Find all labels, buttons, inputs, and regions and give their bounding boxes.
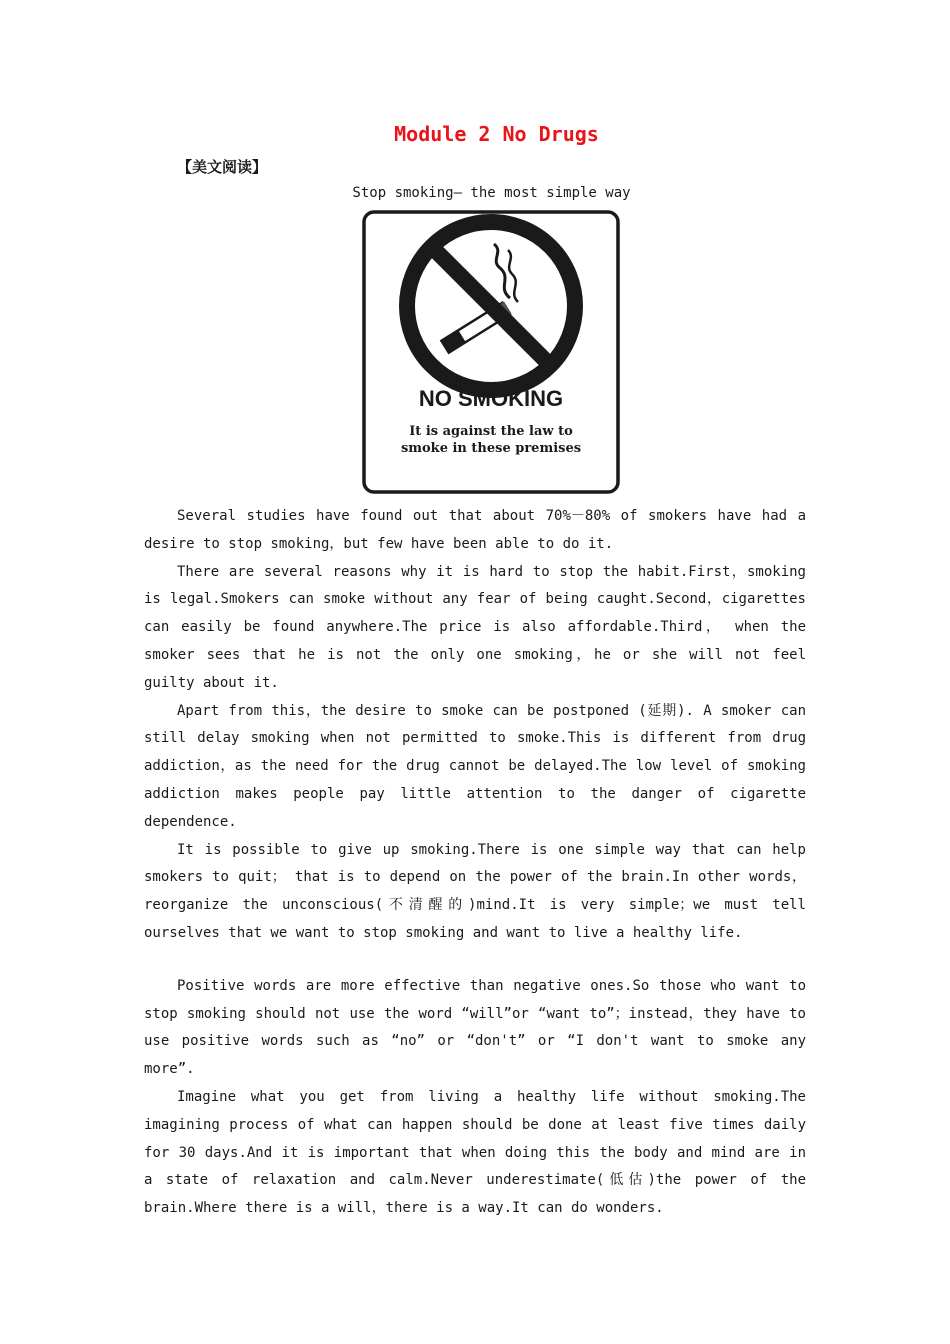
paragraph-1: Several studies have found out that about 70%－80% of smokers have had a desire to stop smoking，but few have been able to do it. (144, 508, 806, 552)
paragraph-2: There are several reasons why it is hard to stop the habit.First，smoking is legal.Smokers can smoke without any fear of being caught.Second，cigarettes can easily be found anywhere.The price is also affordable.Third， when the smoker sees that he is not the only one smoking，he or she will not feel guilty about it. (144, 563, 806, 691)
section-label: 【美文阅读】 (177, 158, 268, 176)
page-title: Module 2 No Drugs (394, 122, 599, 146)
sign-line-1: It is against the law to (409, 424, 573, 439)
paragraph-4: It is possible to give up smoking.There is one simple way that can help smokers to quit； that is to depend on the power of the brain.In other words，reorganize the unconscious(不清醒的)mind.It is very simple；we must tell ourselves that we want to stop smoking and want to live a healthy life. (144, 841, 806, 941)
no-smoking-sign-image (362, 210, 620, 494)
paragraph-3: Apart from this，the desire to smoke can be postponed (延期). A smoker can still delay smoking when not permitted to smoke.This is different from drug addiction，as the need for the drug cannot be delayed.The low level of smoking addiction makes people pay little attention to the danger of cigarette dependence. (144, 702, 806, 830)
sign-line-2: smoke in these premises (400, 441, 582, 456)
paragraph-6: Imagine what you get from living a healthy life without smoking.The imagining process of what can happen should be done at least five times daily for 30 days.And it is important that when doing this the body and mind are in a state of relaxation and calm.Never underestimate(低估)the power of the brain.Where there is a will，there is a way.It can do wonders. (144, 1088, 806, 1217)
paragraph-5: Positive words are more effective than negative ones.So those who want to stop smoking should not use the word “will”or “want to”；instead，they have to use positive words such as “no” or “don't” or “I don't want to smoke any more”. (144, 977, 806, 1078)
sign-heading: NO SMOKING (418, 386, 564, 411)
article-title: Stop smoking— the most simple way (352, 185, 631, 201)
article-body (144, 503, 806, 1223)
